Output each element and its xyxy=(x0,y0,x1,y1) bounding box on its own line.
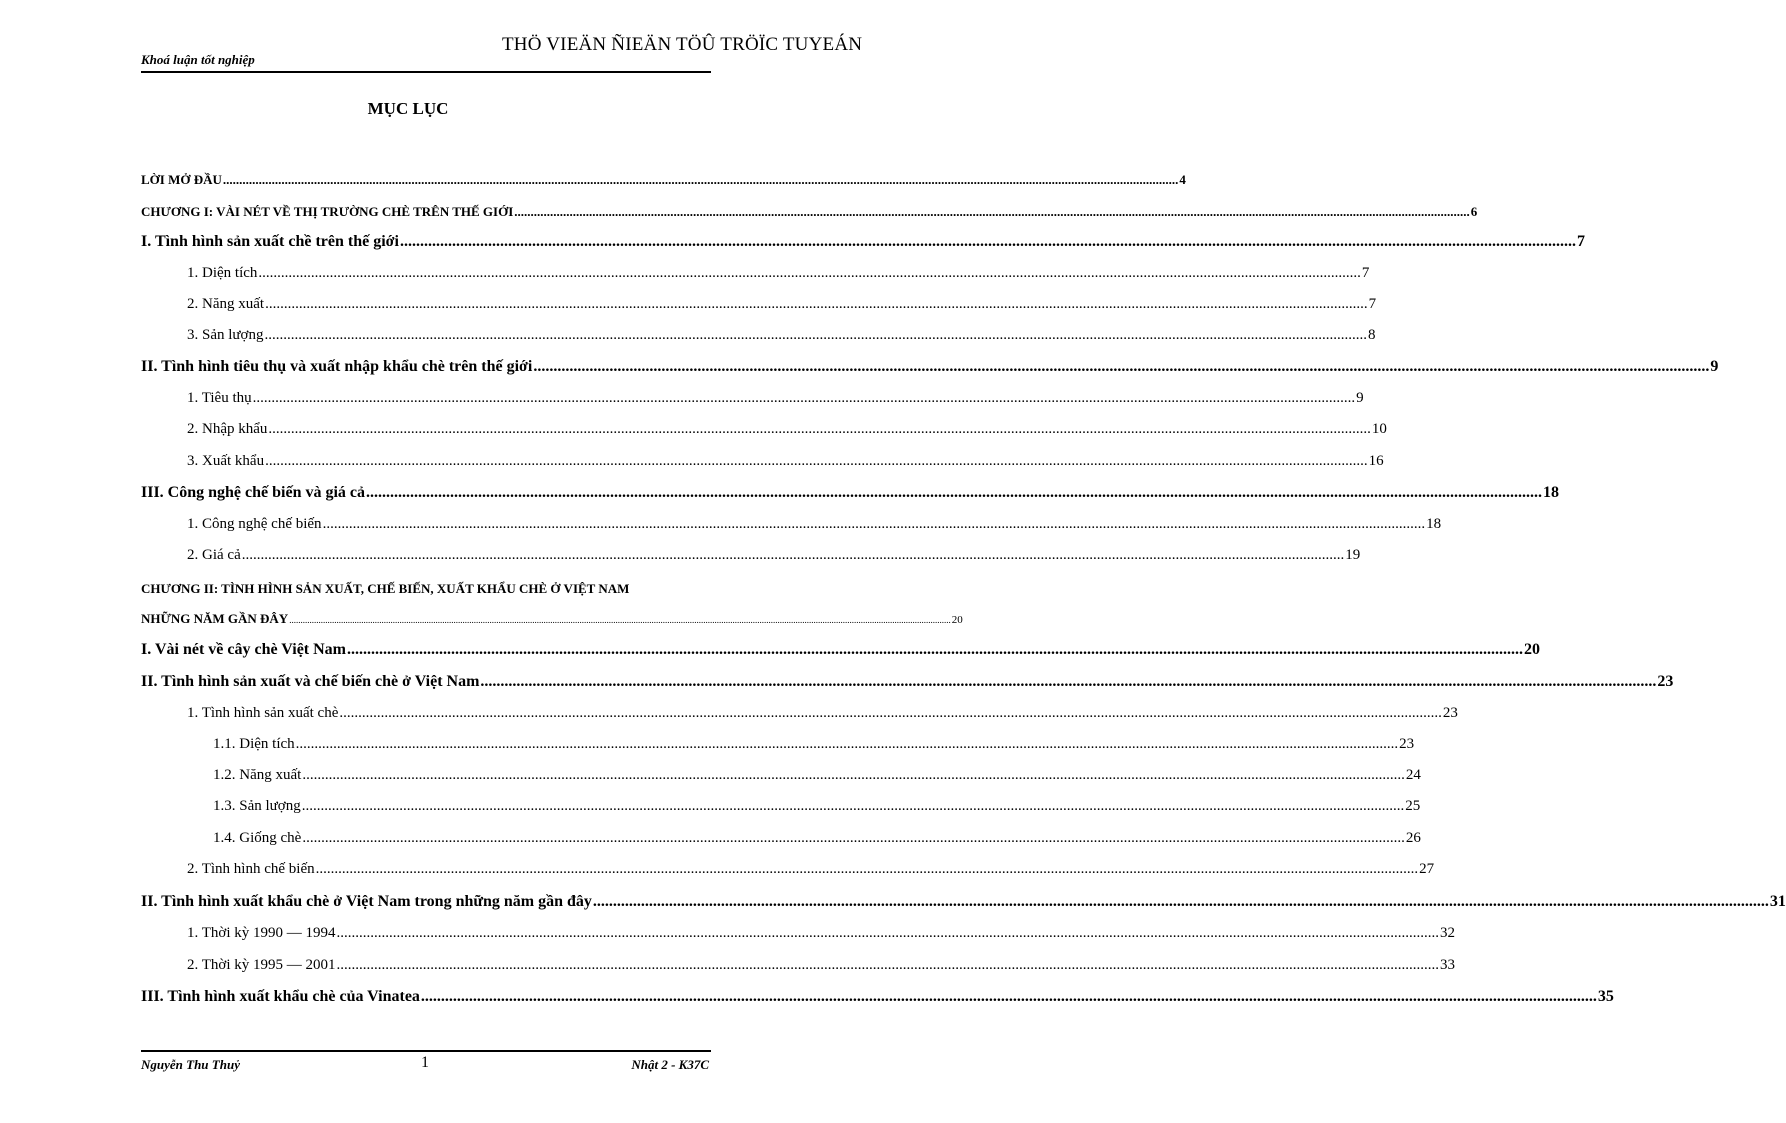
toc-entry-text: 2. Giá cả xyxy=(187,547,241,563)
header-divider xyxy=(141,71,711,73)
toc-entry xyxy=(141,988,1614,1006)
toc-entry xyxy=(187,547,1361,564)
toc-leader xyxy=(421,988,1597,1006)
toc-entry-text: III. Công nghệ chế biến và giá cả xyxy=(141,484,366,501)
toc-entry-page: 7 xyxy=(1576,233,1585,250)
toc-entry-text: 1. Diện tích xyxy=(187,265,258,281)
toc-entry-text: 1. Tiêu thụ xyxy=(187,390,252,406)
toc-entry-page: 33 xyxy=(1440,957,1455,973)
toc-entry-text: 1.1. Diện tích xyxy=(213,736,295,752)
toc-entry-page: 7 xyxy=(1361,265,1370,281)
toc-entry-page: 23 xyxy=(1442,705,1458,721)
toc-leader xyxy=(265,296,1368,313)
toc-leader xyxy=(337,925,1440,942)
toc-entry-text: 3. Sản lượng xyxy=(187,327,264,343)
toc-leader xyxy=(264,327,1367,344)
toc-entry-page: 20 xyxy=(1524,641,1540,658)
toc-entry-text: CHƯƠNG II: TÌNH HÌNH SẢN XUẤT, CHẾ BIẾN, XUẤT KHẨU CHÈ Ở VIỆT NAM xyxy=(141,581,630,596)
toc-entry-page: 27 xyxy=(1419,861,1435,877)
toc-entry xyxy=(141,673,1674,691)
toc-entry-page: 6 xyxy=(1470,204,1478,219)
toc-entry-page: 35 xyxy=(1597,988,1614,1005)
toc-leader xyxy=(296,736,1399,753)
toc-entry-page: 19 xyxy=(1345,547,1361,563)
toc-leader xyxy=(302,798,1405,815)
toc-entry-page: 7 xyxy=(1368,296,1377,312)
toc-entry xyxy=(187,925,1455,942)
toc-entry xyxy=(213,798,1421,815)
toc-entry xyxy=(187,861,1435,878)
toc-entry-text: I. Tình hình sản xuất chề trên thế giới xyxy=(141,233,399,250)
toc-entry xyxy=(187,421,1387,438)
toc-leader xyxy=(480,673,1656,691)
toc-entry xyxy=(187,265,1370,282)
toc-entry xyxy=(141,484,1560,502)
toc-entry-text: 1. Thời kỳ 1990 — 1994 xyxy=(187,925,336,941)
toc-leader xyxy=(400,233,1576,251)
toc-entry-page: 20 xyxy=(951,614,963,626)
toc-entry xyxy=(187,390,1364,407)
toc-entry xyxy=(141,233,1585,251)
toc-entry-page: 31 xyxy=(1769,893,1786,910)
toc-leader xyxy=(253,390,1356,407)
toc-leader xyxy=(337,957,1440,974)
toc-entry-text: II. Tình hình tiêu thụ và xuất nhập khẩu chè trên thế giới xyxy=(141,358,533,375)
page-title: MỤC LỤC xyxy=(367,99,449,118)
toc-entry-text: 1.4. Giống chè xyxy=(213,830,302,846)
toc-entry xyxy=(213,736,1415,753)
toc-entry-text: 3. Xuất khẩu xyxy=(187,453,265,469)
toc-leader xyxy=(366,484,1542,502)
toc-entry-text: 2. Nhập khẩu xyxy=(187,421,268,437)
toc-entry-text: 1. Công nghệ chế biến xyxy=(187,516,322,532)
toc-leader xyxy=(242,547,1345,564)
toc-leader xyxy=(265,453,1368,470)
toc-entry-page: 18 xyxy=(1426,516,1442,532)
header-library-label: THÖ VIEÄN ÑIEÄN TÖÛ TRÖÏC TUYEÁN xyxy=(502,34,863,55)
toc-entry xyxy=(141,581,721,597)
toc-leader xyxy=(268,421,1371,438)
toc-entry-text: 2. Năng xuất xyxy=(187,296,265,312)
toc-leader xyxy=(593,893,1769,911)
toc-entry xyxy=(141,358,1719,376)
toc-entry xyxy=(187,957,1455,974)
toc-entry xyxy=(141,893,1786,911)
toc-entry-page: 4 xyxy=(1179,172,1186,187)
footer-divider xyxy=(141,1050,711,1052)
toc-entry-page: 8 xyxy=(1367,327,1376,343)
toc-entry xyxy=(187,327,1376,344)
toc-entry-page: 10 xyxy=(1371,421,1387,437)
toc-leader xyxy=(289,615,951,625)
toc-leader xyxy=(302,830,1405,847)
toc-entry-text: 1.3. Sản lượng xyxy=(213,798,301,814)
toc-entry-text: 1.2. Năng xuất xyxy=(213,767,302,783)
toc-entry xyxy=(141,204,1478,220)
toc-entry-page: 16 xyxy=(1368,453,1384,469)
toc-entry-page: 24 xyxy=(1405,767,1421,783)
footer-author: Nguyễn Thu Thuỷ xyxy=(141,1057,240,1072)
toc-entry-text: II. Tình hình sản xuất và chế biến chè ở Việt Nam xyxy=(141,673,480,690)
toc-entry-text: II. Tình hình xuất khẩu chè ở Việt Nam trong những năm gần đây xyxy=(141,893,592,910)
toc-entry-text: 2. Thời kỳ 1995 — 2001 xyxy=(187,957,336,973)
toc-entry-page: 26 xyxy=(1405,830,1421,846)
toc-leader xyxy=(339,705,1442,722)
toc-entry xyxy=(187,453,1384,470)
toc-leader xyxy=(302,767,1405,784)
toc-entry-text: NHỮNG NĂM GẦN ĐÂY xyxy=(141,611,289,626)
toc-entry xyxy=(187,296,1377,313)
toc-entry-page: 25 xyxy=(1405,798,1421,814)
toc-entry xyxy=(187,705,1458,722)
toc-entry-page: 9 xyxy=(1356,390,1364,406)
toc-entry-text: I. Vài nét về cây chè Việt Nam xyxy=(141,641,346,658)
toc-entry xyxy=(141,641,1540,659)
toc-entry-text: LỜI MỞ ĐẦU xyxy=(141,172,222,187)
header-thesis-label: Khoá luận tốt nghiệp xyxy=(141,52,255,67)
footer-class: Nhật 2 - K37C xyxy=(631,1057,709,1072)
toc-entry-page: 23 xyxy=(1399,736,1415,752)
toc-leader xyxy=(533,358,1709,376)
toc-entry-text: CHƯƠNG I: VÀI NÉT VỀ THỊ TRƯỜNG CHÈ TRÊN THẾ GIỚI xyxy=(141,204,514,219)
toc-entry-page: 9 xyxy=(1710,358,1719,375)
toc-leader xyxy=(347,641,1523,659)
toc-leader xyxy=(223,172,1179,188)
toc-entry-text: 2. Tình hình chế biến xyxy=(187,861,315,877)
toc-leader xyxy=(514,204,1470,220)
toc-entry-page: 32 xyxy=(1440,925,1455,941)
toc-entry xyxy=(141,172,1186,188)
toc-entry-page: 23 xyxy=(1657,673,1674,690)
toc-leader xyxy=(316,861,1419,878)
footer-page-number: 1 xyxy=(421,1054,429,1071)
toc-entry-text: 1. Tình hình sản xuất chè xyxy=(187,705,339,721)
toc-entry xyxy=(213,830,1421,847)
toc-entry-text: III. Tình hình xuất khẩu chè của Vinatea xyxy=(141,988,420,1005)
toc-entry-page: 18 xyxy=(1543,484,1560,501)
toc-leader xyxy=(323,516,1426,533)
toc-leader xyxy=(258,265,1361,282)
toc-entry xyxy=(213,767,1421,784)
toc-entry xyxy=(187,516,1442,533)
toc-entry xyxy=(141,611,963,627)
